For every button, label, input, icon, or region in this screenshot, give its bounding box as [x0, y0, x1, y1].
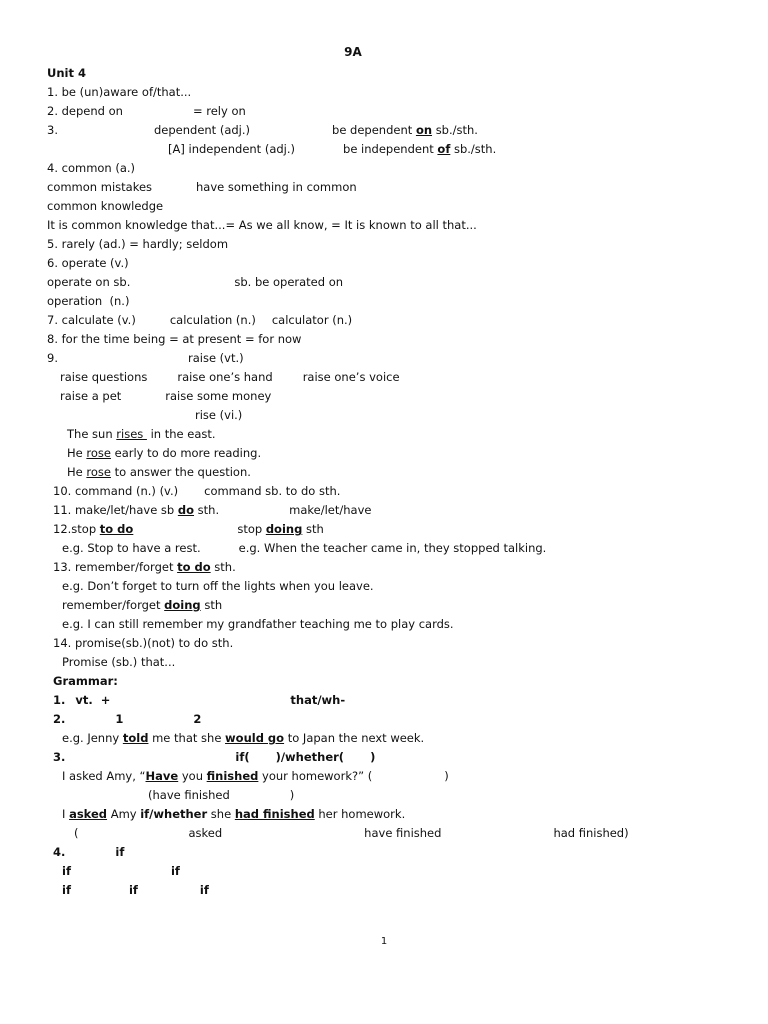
- rise-example-3: He rose to answer the question.: [67, 465, 251, 479]
- item-13-doing: remember/forget doing sth: [62, 598, 223, 612]
- grammar-4-line-1: if if: [62, 864, 180, 878]
- grammar-3-reported-example: I asked Amy if/whether she had finished her homework.: [62, 807, 406, 821]
- item-1: 1. be (un)aware of/that...: [47, 85, 192, 99]
- item-7: 7. calculate (v.) calculation (n.) calculator (n.): [47, 313, 353, 327]
- grammar-2: 2. 1 2: [53, 712, 202, 726]
- grammar-heading: Grammar:: [53, 674, 118, 688]
- grammar-2-example: e.g. Jenny told me that she would go to Japan the next week.: [62, 731, 425, 745]
- grammar-1: 1. vt. + that/wh-: [53, 693, 346, 707]
- item-9-raise-examples-2: raise a pet raise some money: [60, 389, 272, 403]
- item-9: 9. raise (vt.): [47, 351, 244, 365]
- item-2: 2. depend on = rely on: [47, 104, 246, 118]
- grammar-3-direct-note: (have finished ): [148, 788, 295, 802]
- item-6-example-2: operation (n.): [47, 294, 130, 308]
- item-8: 8. for the time being = at present = for now: [47, 332, 302, 346]
- item-9-rise: rise (vi.): [195, 408, 243, 422]
- item-12: 12.stop to do stop doing sth: [53, 522, 324, 536]
- item-4-example-3: It is common knowledge that...= As we all know, = It is known to all that...: [47, 218, 477, 232]
- item-6-example-1: operate on sb. sb. be operated on: [47, 275, 344, 289]
- item-3: 3. dependent (adj.) be dependent on sb./sth.: [47, 123, 478, 137]
- item-12-examples: e.g. Stop to have a rest. e.g. When the teacher came in, they stopped talking.: [62, 541, 547, 555]
- item-11: 11. make/let/have sb do sth. make/let/have: [53, 503, 372, 517]
- rise-example-2: He rose early to do more reading.: [67, 446, 262, 460]
- grammar-3: 3. if( )/whether( ): [53, 750, 376, 764]
- grammar-3-direct-example: I asked Amy, “Have you finished your homework?” ( ): [62, 769, 449, 783]
- title-text: 9A: [344, 45, 362, 59]
- grammar-4: 4. if: [53, 845, 125, 859]
- item-9-raise-examples-1: raise questions raise one’s hand raise one’s voice: [60, 370, 400, 384]
- item-13-example-1: e.g. Don’t forget to turn off the lights when you leave.: [62, 579, 374, 593]
- item-3-antonym: [A] independent (adj.) be independent of sb./sth.: [168, 142, 497, 156]
- unit-heading: Unit 4: [47, 66, 86, 80]
- item-14: 14. promise(sb.)(not) to do sth.: [53, 636, 234, 650]
- grammar-4-line-2: if if if: [62, 883, 209, 897]
- document-title: [0, 45, 768, 59]
- item-13-example-2: e.g. I can still remember my grandfather teaching me to play cards.: [62, 617, 454, 631]
- item-4-example-1: common mistakes have something in common: [47, 180, 357, 194]
- item-4-example-2: common knowledge: [47, 199, 164, 213]
- rise-example-1: The sun rises in the east.: [67, 427, 216, 441]
- item-5: 5. rarely (ad.) = hardly; seldom: [47, 237, 229, 251]
- page-number: 1: [380, 936, 388, 947]
- item-4: 4. common (a.): [47, 161, 136, 175]
- item-6: 6. operate (v.): [47, 256, 129, 270]
- item-14-that: Promise (sb.) that...: [62, 655, 176, 669]
- item-10: 10. command (n.) (v.) command sb. to do sth.: [53, 484, 341, 498]
- grammar-3-note: ( asked have finished had finished): [74, 826, 629, 840]
- item-13: 13. remember/forget to do sth.: [53, 560, 236, 574]
